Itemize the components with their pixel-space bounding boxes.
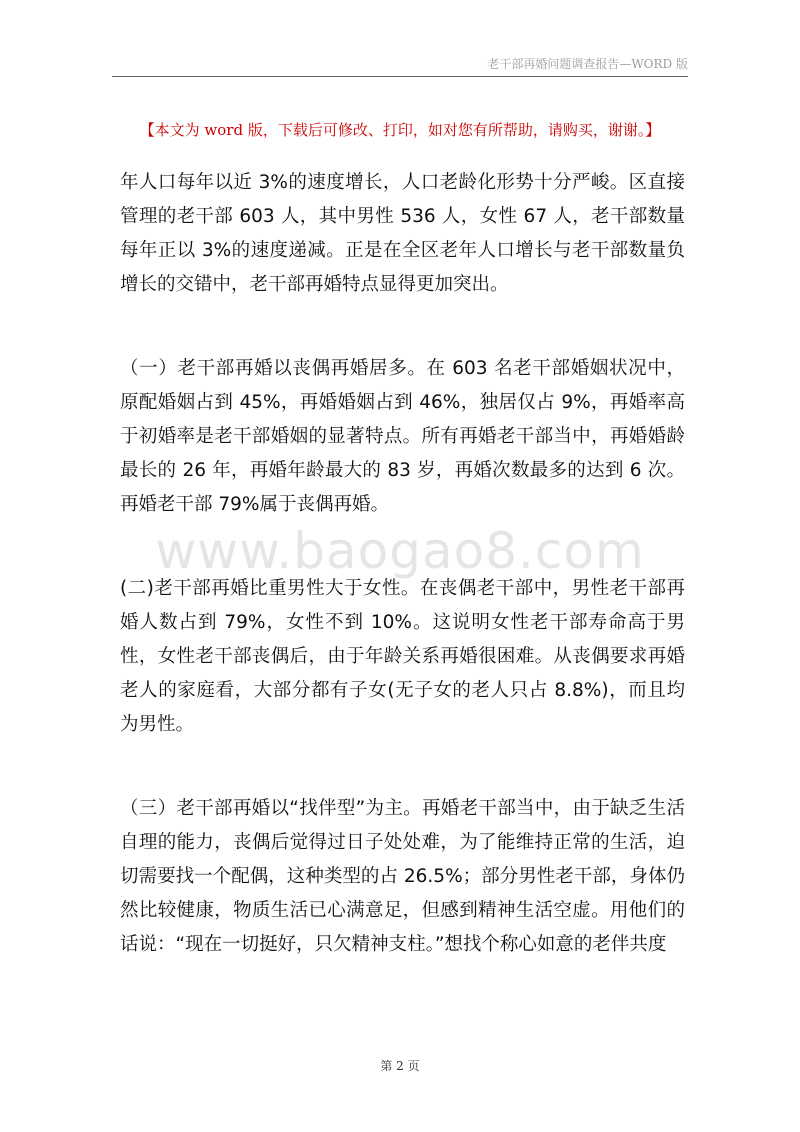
download-notice: 【本文为 word 版，下载后可修改、打印，如对您有所帮助，请购买，谢谢。】	[139, 121, 661, 139]
paragraph: 年人口每年以近 3%的速度增长，人口老龄化形势十分严峻。区直接管理的老干部 603 人，其中男性 536 人，女性 67 人，老干部数量每年正以 3%的速度递减。正是在全区老年人口增长与老干部数量负增长的交错中，老干部再婚特点显得更加突出。	[120, 172, 685, 295]
document-header-title: 老干部再婚问题调查报告—WORD 版	[487, 57, 688, 71]
watermark: www.baogao8.com	[155, 522, 645, 580]
paragraph: (二)老干部再婚比重男性大于女性。在丧偶老干部中，男性老干部再婚人数占到 79%，女性不到 10%。这说明女性老干部寿命高于男性，女性老干部丧偶后，由于年龄关系再婚很困难。从丧偶要求再婚老人的家庭看，大部分都有子女(无子女的老人只占 8.8%)，而且均为男性。	[120, 578, 685, 735]
header-divider	[112, 76, 688, 77]
paragraph: （三）老干部再婚以“找伴型”为主。再婚老干部当中，由于缺乏生活自理的能力，丧偶后觉得过日子处处难，为了能维持正常的生活，迫切需要找一个配偶，这种类型的占 26.5%；部分男性老干部，身体仍然比较健康，物质生活已心满意足，但感到精神生活空虚。用他们的话说：“现在一切挺好，只欠精神支柱。”想找个称心如意的老伴共度	[120, 798, 685, 955]
document-body	[120, 166, 685, 1012]
paragraph: （一）老干部再婚以丧偶再婚居多。在 603 名老干部婚姻状况中，原配婚姻占到 45%，再婚婚姻占到 46%，独居仅占 9%，再婚率高于初婚率是老干部婚姻的显著特点。所有再婚老干部当中，再婚婚龄最长的 26 年，再婚年龄最大的 83 岁，再婚次数最多的达到 6 次。再婚老干部 79%属于丧偶再婚。	[120, 358, 685, 515]
page-number: 第 2 页	[380, 1059, 420, 1073]
